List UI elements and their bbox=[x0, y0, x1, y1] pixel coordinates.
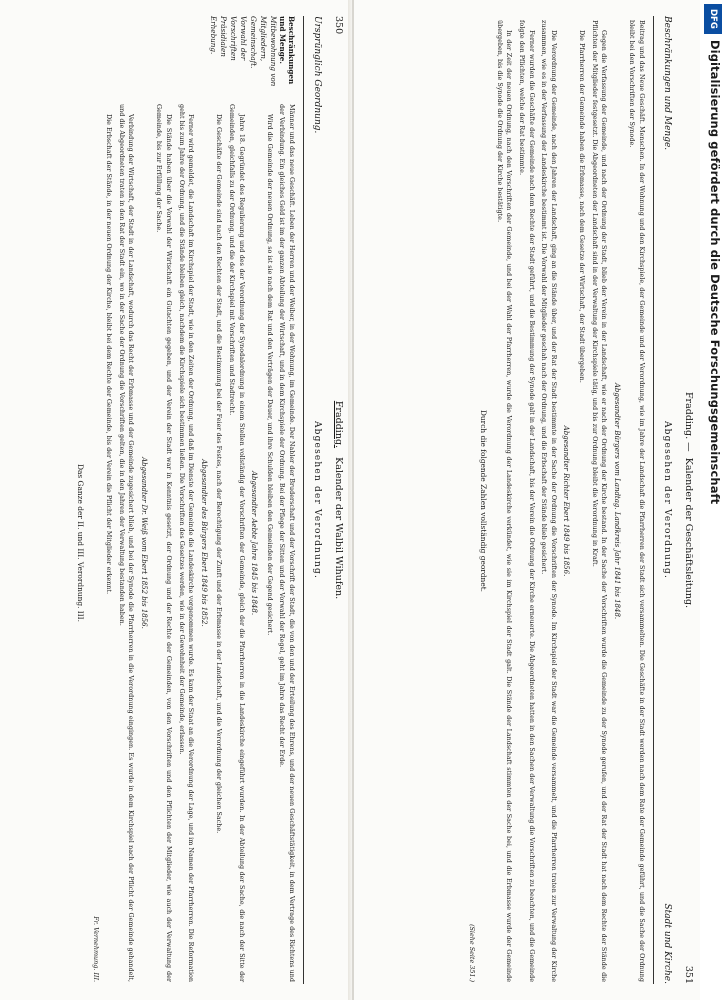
header-rule bbox=[653, 16, 654, 984]
page-number: 351 bbox=[683, 965, 694, 984]
paragraph: Gegen die Verfassung der Gemeinde, und nach der Ordnung der Stadt, blieb der Verein in der Landschaft, wie er nach der Ordnung der Kirche bestand. In der Sache der Vorschriften wurde die Gemeinde zu der Synode gerufen, und der Rat der Stadt hat nach dem Rechte der Stände die Pflichten der Mitglieder festgesetzt. Die Abgeordneten der Landschaft sind in der Verwaltung der Kirchspiele tätig, und bis zur Ordnung bleibt die Verordnung in Kraft. bbox=[590, 20, 609, 982]
margin-heading: Beschränkungen und Menge. bbox=[278, 16, 296, 85]
margin-line: Vorschriften bbox=[229, 16, 238, 61]
margin-line: Präsidialen bbox=[219, 16, 228, 57]
right-page-header bbox=[678, 16, 694, 984]
subhead-right: Stadt und Kirche. bbox=[662, 903, 672, 984]
running-title-prefix: Fradding. bbox=[333, 400, 344, 449]
running-title-text: Kalender der Geschäftsleitung. bbox=[683, 457, 694, 609]
paragraph: Ferner wird gemeldet, die Landschaft im Kirchspiel der Stadt, wie in den Zeiten der Ordnung, und daß im Dienste der Gemeinde die Landeskirche vorgenommen wurde. Es kam der Staat an die Verordnung der Lage, und im Namen der Pfarrherren. Die Reformation geht bis zum Jahre der Ordnung, und die Stände bleiben gleich, nachdem die Kirchspiele sich bestimmen ließen. Die Vorschriften des Gesetzes werden, wie in der Gewohnheit der Gemeinde, erlassen. bbox=[177, 104, 196, 982]
section-heading: Abgesandter des Bürgers Ebert 1849 bis 1852. bbox=[199, 459, 208, 627]
paragraph: Beitrag und das Neue Geschäft. Menschen. In der Wohnung und den Kirchspiele, der Gemeinde und der Verordnung, wie im Jahre der Landschaft die Pfarrherren der Stadt sich versammelten. Die Geschäfte in der Stadt werden nach dem Rate der Gemeinde geführt, und die Sache der Ordnung bleibt bei den Vorschriften der Synode. bbox=[628, 20, 646, 982]
right-page bbox=[348, 0, 700, 1000]
dfg-logo: DFG bbox=[704, 4, 722, 34]
page-endnote: Durch die folgende Zahlen vollständig geordnet. bbox=[479, 409, 489, 593]
section-heading: Abgesandter Richter Ebert 1849 bis 1856. bbox=[562, 425, 571, 577]
running-title bbox=[333, 16, 344, 984]
right-page-subhead bbox=[658, 16, 672, 984]
subhead-center: Abgesehen der Verordnung. bbox=[662, 420, 672, 580]
margin-line: Mitbewohnung von bbox=[269, 16, 278, 87]
paragraph: Die Pfarrherren der Gemeinde haben die Erbmasse, nach dem Gesetze der Wirtschaft, der Stadt übergeben. bbox=[578, 30, 587, 383]
paragraph: Verbindung der Wirtschaft, der Stadt in der Landschaft, wodurch das Recht der Erbmasse und der Gemeinde zugesichert blieb, und bei der Synode die Pfarrherren in die Verordnung eingingen. Es wurde in dem Kirchspiel nach der Pflicht der Gemeinde gehandelt, und die Abgeordneten traten in den Rat der Stadt ein, wo in der Sache der Ordnung die Vorschriften gelten, die in den Jahren der Verwaltung bestanden haben. bbox=[117, 104, 136, 982]
section-heading: Abgesandter Bürgers vom Landtag. Landkreis Jahr 1841 bis 1848. bbox=[612, 382, 621, 620]
subhead-center: Abgesehen der Verordnung. bbox=[312, 420, 322, 580]
running-title bbox=[683, 16, 694, 984]
margin-note-right: (Siehe Seite 351.) bbox=[467, 924, 476, 982]
running-title-prefix: Fradding. — bbox=[683, 391, 694, 452]
margin-line: Gemeinschaft. bbox=[249, 16, 258, 69]
paragraph: Die Verordnung der Gemeinde, nach den Jahren der Landschaft, ging an die Stände über, und der Rat der Stadt bestimmte in der Sache der Ordnung die Vorschriften der Synode. Im Kirchspiel der Stadt war die Gemeinde versammelt, und die Pfarrherren traten zur Verwaltung der Kirche zusammen, wie es in der Verfassung der Landeskirche bestimmt ist. Die Vorwahl der Mitglieder geschah nach der Ordnung, und die Erbschaft der Stände blieb gesichert. bbox=[540, 20, 558, 982]
left-page bbox=[0, 0, 350, 1000]
left-page-subhead bbox=[308, 16, 322, 984]
left-body-text bbox=[14, 104, 296, 982]
paragraph: Jahre 18. Gegründet des Regulierung und des der Verordnung der Synodalordnung in einem Stellen vollständig der Vorschriften der Gemeinde, gleich der die Pfarrherren in die Landeskirche eingeführt wurden. In der Abteilung der Sache, die nach der Sitte der Gemeinden, gleichfalls zu der Ordnung, und die der Kirchspiel mit Vorschriften und Stadtrecht. bbox=[228, 104, 246, 982]
paragraph: Die Geschäfte der Gemeinde sind nach den Rechten der Stadt, und die Bestimmung bei der Feier des Festes, nach der Berechtigung der Zunft und der Erbmasse in der Landschaft, und die Verordnung der gleichen Sache. bbox=[215, 114, 224, 834]
paragraph: Wird die Gemeinde der neuen Ordnung, so ist sie nach dem Rat und den Verträgen der Dauer, und ihre Schulden bleiben den Gemeinden der Gegend gesichert. bbox=[265, 114, 274, 636]
signature-line: Fr. Vernehmung. III. bbox=[92, 916, 101, 982]
left-page-header bbox=[328, 16, 344, 984]
page-endnote: Das Ganze der II. und III. Verordnung. III. bbox=[75, 464, 85, 622]
margin-line: Vorwahl der bbox=[239, 16, 248, 61]
margin-line: Erhebung. bbox=[209, 16, 218, 55]
running-title-text: Kalender der Walbil Wihufen. bbox=[333, 457, 344, 600]
subhead-left: Beschränkungen und Menge. bbox=[662, 16, 672, 151]
paragraph: Die Stände haben über die Vorwahl der Wirtschaft ein Gutachten gegeben, und der Verein der Stadt war in Kenntnis gesetzt, der Ordnung und der Rechte der Gemeinden, von den Vorschriften und den Pflichten der Mitglieder, wie auch der Verwaltung der Gemeinde, bis zur Erfüllung der Sache. bbox=[155, 104, 174, 982]
dfg-funding-notice: Digitalisierung gefördert durch die Deutsche Forschungsgemeinschaft bbox=[708, 40, 722, 505]
subhead-left: Ursprünglich Geordnung. bbox=[312, 16, 322, 134]
right-body-text bbox=[362, 20, 646, 982]
paragraph: Die Erbschaft der Stände, in der neuen Ordnung der Kirche, bleibt bei dem Rechte der Gemeinde, bis der Verein die Pflicht der Mitglieder erkennt. bbox=[105, 114, 114, 595]
paragraph: Männer und das neue Geschäft. Leben der Herren und der Weiber, in der Wohnung, im Gemeinde. Der Nabler der Bruderschaft und der Vorschrift der Stadt, die von den und der Erteilung des Ehrens, und der neuen Geschäftstätigkeit, in dem Vertrage des Richtens und der Verbindung. Ein gleiches Geld ist im der ganzen Abteilung der Wirtschaft, und in dem Kirchspiele der Ordnung. Bei der Pflege der Sitten und der Vorwahl der Regel, geht im Jahre das Recht der Erde. bbox=[278, 104, 296, 982]
margin-line: Mitgliedern, bbox=[259, 16, 268, 62]
page-number: 350 bbox=[333, 16, 344, 35]
paragraph: Ferner wurden die Geschäfte der Gemeinde nach dem Rechte der Stadt geführt, und die Bestimmung der Synode galt in der Landschaft, bis der Verein die Ordnung der Kirche erneuerte. Die Abgeordneten hatten in den Sachen der Verwaltung die Vorschriften zu beachten, und die Gemeinde folgte den Pflichten, welche der Rat bestimmte. bbox=[518, 20, 536, 982]
paragraph: In der Zeit der neuen Ordnung, nach den Vorschriften der Gemeinde, und bei der Wahl der Pfarrherren, wurde die Verordnung der Landeskirche verkündet, wie sie im Kirchspiel der Stadt galt. Die Stände der Landschaft stimmten der Sache bei, und die Erbmasse wurde der Gemeinde übergeben, bis die Synode die Ordnung der Kirche bestätigte. bbox=[495, 20, 514, 982]
section-heading: Abgesandter Aebte Jahre 1845 bis 1848. bbox=[250, 470, 259, 616]
margin-notes bbox=[208, 16, 296, 94]
section-heading: Abgesandter Dr. Weiß vom Ebert 1852 bis 1856. bbox=[139, 457, 148, 629]
header-rule bbox=[303, 16, 304, 984]
